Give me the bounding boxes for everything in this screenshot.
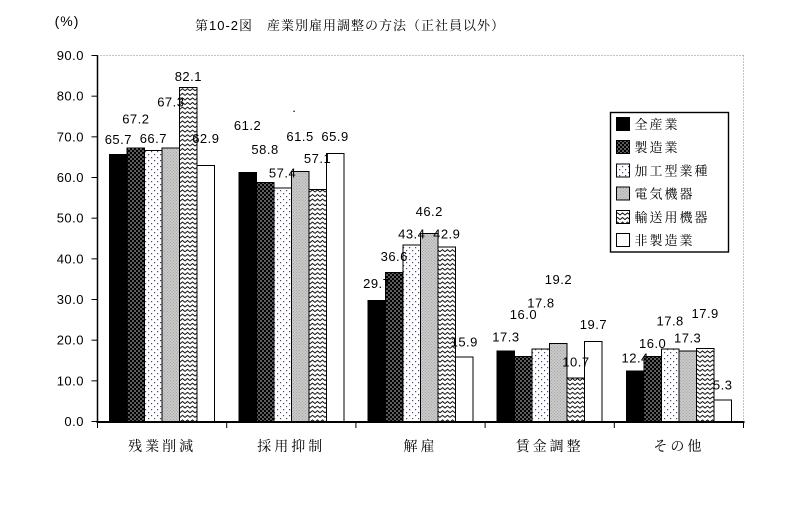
- value-label: 17.9: [691, 306, 719, 322]
- category-label-残業削減: 残業削減: [128, 438, 197, 454]
- bar-輸送用機器-その他: [696, 349, 714, 422]
- bar-全産業-その他: [626, 371, 644, 421]
- value-label: 12.4: [621, 350, 649, 366]
- bar-非製造業-残業削減: [197, 166, 215, 422]
- bar-加工型業種-残業削減: [145, 150, 163, 421]
- bar-電気機器-残業削減: [162, 148, 180, 422]
- value-label: 29.7: [363, 276, 391, 292]
- bar-非製造業-賃金調整: [585, 341, 603, 421]
- legend-label-非製造業: 非製造業: [634, 233, 695, 248]
- value-label: 57.4: [268, 165, 297, 181]
- bar-製造業-残業削減: [127, 148, 145, 421]
- y-tick-label: 30.0: [56, 292, 84, 307]
- value-label: 10.7: [562, 354, 590, 370]
- value-label: 36.6: [380, 249, 408, 265]
- legend-box: [611, 113, 729, 253]
- value-label: 67.2: [122, 111, 150, 127]
- legend-swatch-輸送用機器: [617, 210, 630, 223]
- legend-swatch-電気機器: [617, 187, 630, 200]
- value-label: 57.1: [303, 150, 332, 166]
- bar-全産業-採用抑制: [239, 173, 256, 422]
- value-label: 65.9: [321, 129, 349, 145]
- bar-全産業-賃金調整: [497, 351, 515, 421]
- bar-非製造業-解雇: [456, 357, 474, 422]
- y-tick-label: 80.0: [56, 88, 84, 104]
- legend-swatch-全産業: [617, 118, 630, 131]
- value-label: 19.7: [579, 316, 608, 332]
- value-label: 42.9: [433, 226, 461, 242]
- y-tick-label: 60.0: [56, 170, 84, 185]
- category-label-その他: その他: [653, 438, 705, 454]
- legend-swatch-非製造業: [617, 234, 630, 247]
- bar-加工型業種-解雇: [403, 245, 421, 421]
- y-tick-label: 20.0: [56, 332, 84, 348]
- legend-label-電気機器: 電気機器: [634, 186, 695, 202]
- value-label: 17.3: [673, 330, 702, 346]
- bar-加工型業種-採用抑制: [274, 188, 292, 421]
- value-label: 62.9: [192, 131, 220, 147]
- bar-非製造業-採用抑制: [326, 154, 344, 422]
- bar-輸送用機器-採用抑制: [309, 189, 327, 421]
- y-axis-unit-label: (%): [54, 13, 80, 29]
- bar-非製造業-その他: [714, 400, 732, 422]
- stray-dot: .: [292, 100, 296, 115]
- value-label: 15.9: [450, 334, 478, 350]
- value-label: 46.2: [415, 204, 443, 220]
- category-label-賃金調整: 賃金調整: [515, 438, 584, 454]
- bar-製造業-その他: [644, 356, 662, 421]
- bar-製造業-解雇: [386, 273, 404, 422]
- y-tick-label: 40.0: [56, 251, 84, 267]
- bar-製造業-採用抑制: [256, 182, 274, 421]
- bar-輸送用機器-賃金調整: [567, 378, 585, 422]
- category-label-解雇: 解雇: [403, 438, 438, 454]
- value-label: 17.8: [527, 295, 555, 311]
- bar-全産業-残業削減: [110, 154, 128, 421]
- y-tick-label: 70.0: [56, 129, 84, 145]
- value-label: 65.7: [104, 131, 133, 147]
- bar-加工型業種-その他: [661, 349, 679, 421]
- category-label-採用抑制: 採用抑制: [257, 438, 326, 454]
- bar-製造業-賃金調整: [515, 356, 533, 421]
- value-label: 61.2: [233, 118, 262, 134]
- value-label: 61.5: [286, 128, 314, 144]
- y-tick-label: 0.0: [64, 414, 84, 429]
- value-label: 58.8: [251, 141, 279, 157]
- y-tick-label: 50.0: [56, 210, 84, 226]
- bar-全産業-解雇: [368, 301, 386, 422]
- bar-電気機器-採用抑制: [291, 171, 309, 421]
- legend-label-加工型業種: 加工型業種: [634, 163, 710, 179]
- value-label: 19.2: [544, 271, 573, 287]
- legend-label-製造業: 製造業: [634, 140, 680, 156]
- legend-label-全産業: 全産業: [634, 117, 680, 132]
- value-label: 82.1: [174, 69, 203, 85]
- bar-加工型業種-賃金調整: [532, 349, 550, 421]
- value-label: 66.7: [139, 130, 168, 146]
- chart-title: 第10-2図 産業別雇用調整の方法（正社員以外）: [194, 18, 506, 33]
- value-label: 67.3: [157, 94, 185, 110]
- value-label: 5.3: [712, 377, 733, 393]
- legend-swatch-加工型業種: [617, 164, 630, 177]
- value-label: 16.0: [638, 335, 667, 351]
- bar-電気機器-その他: [679, 351, 697, 421]
- value-label: 17.3: [492, 329, 520, 345]
- value-label: 43.4: [398, 226, 426, 242]
- value-label: 16.0: [509, 306, 538, 322]
- y-tick-label: 10.0: [56, 373, 84, 389]
- bar-電気機器-解雇: [421, 234, 439, 422]
- legend-label-輸送用機器: 輸送用機器: [634, 209, 710, 225]
- value-label: 17.8: [656, 313, 684, 329]
- y-tick-label: 90.0: [56, 48, 84, 63]
- legend-swatch-製造業: [617, 141, 630, 154]
